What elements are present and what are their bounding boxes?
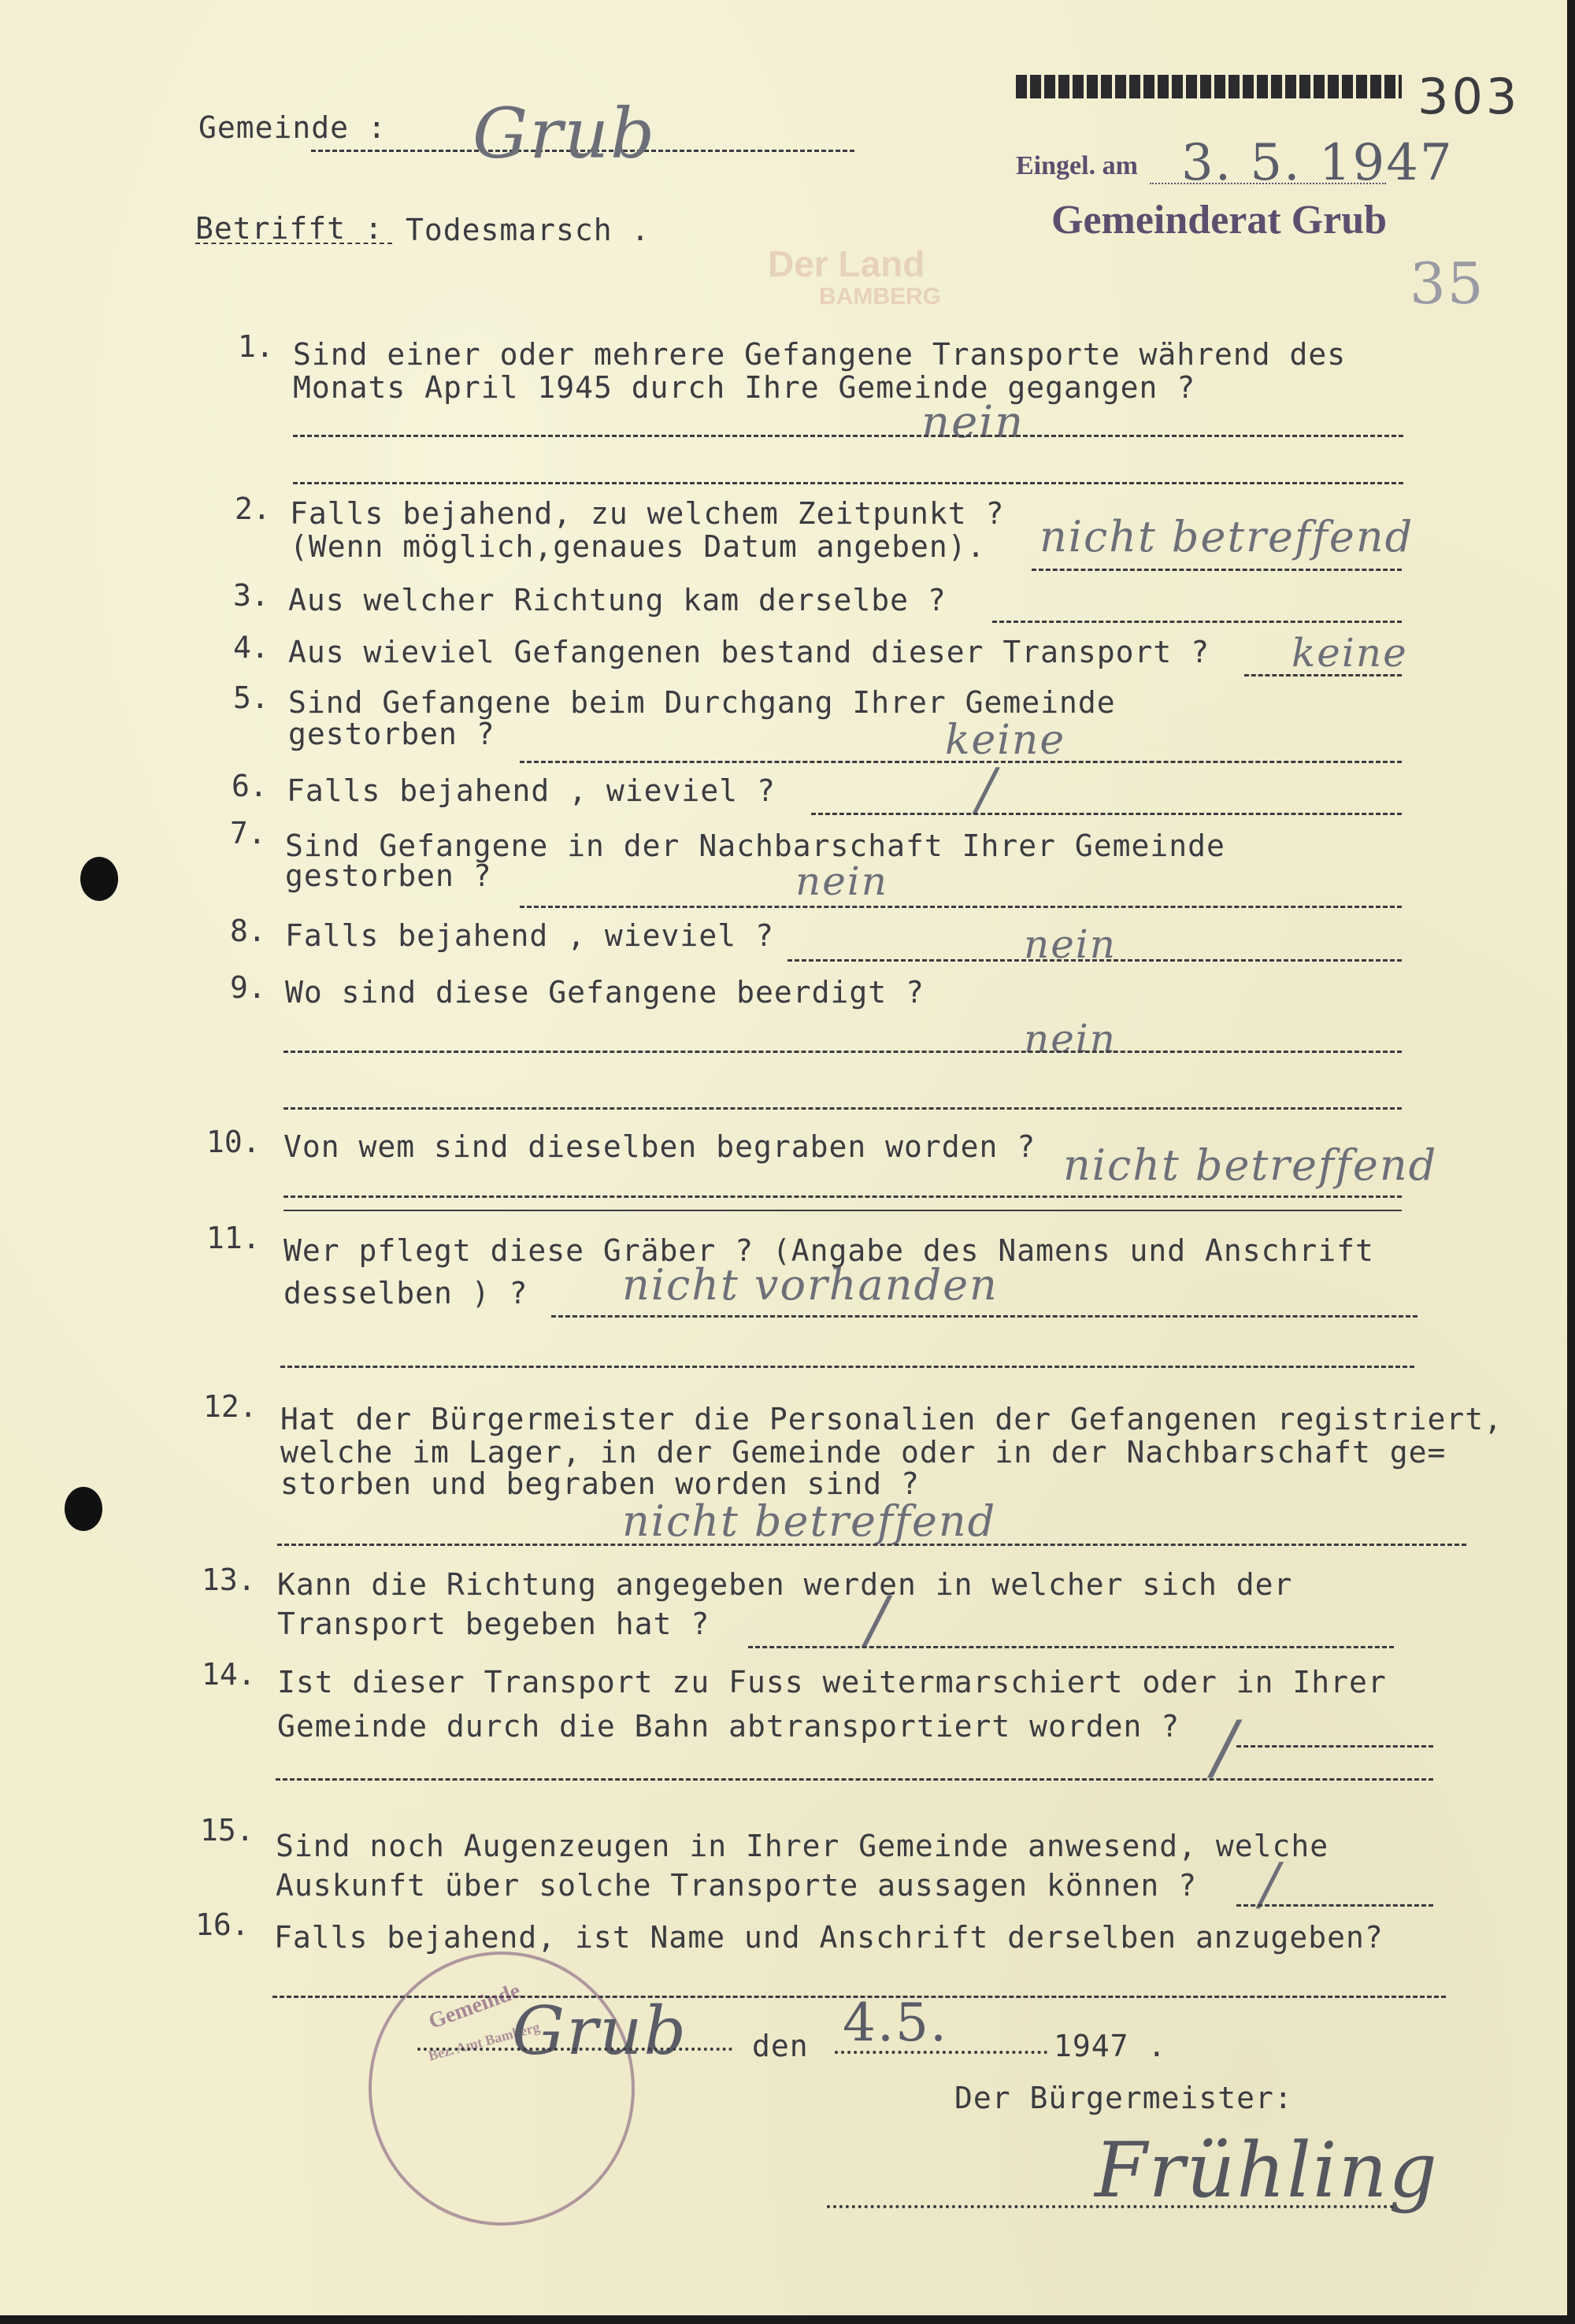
question-10-answer: nicht betreffend (1063, 1140, 1438, 1190)
punch-hole-bottom (65, 1487, 102, 1531)
question-10-line-1: Von wem sind dieselben begraben worden ? (284, 1129, 1036, 1164)
question-12-line-2: welche im Lager, in der Gemeinde oder in der Nachbarschaft ge= (280, 1435, 1447, 1470)
question-12-line-1: Hat der Bürgermeister die Personalien der Gefangenen registriert, (280, 1402, 1503, 1436)
question-15-line-1: Sind noch Augenzeugen in Ihrer Gemeinde anwesend, welche (276, 1829, 1329, 1863)
question-1-line-1: Sind einer oder mehrere Gefangene Transporte während des (293, 337, 1347, 372)
question-10-number: 10. (206, 1125, 261, 1159)
footer-place-handwritten: Grub (512, 1992, 688, 2070)
question-16-number: 16. (195, 1907, 250, 1942)
signature-dots (827, 2205, 1394, 2208)
question-8-number: 8. (230, 914, 266, 948)
stamp-date-handwritten: 3. 5. 1947 (1181, 134, 1454, 192)
question-7-answer: nein (795, 858, 888, 904)
question-4-line-1: Aus wieviel Gefangenen bestand dieser Transport ? (288, 635, 1210, 669)
question-6-answer: / (976, 756, 998, 822)
question-5-number: 5. (233, 680, 269, 715)
signature: Frühling (1095, 2126, 1439, 2215)
question-2-line (1032, 569, 1402, 571)
signer-title: Der Bürgermeister: (954, 2081, 1293, 2115)
question-11-answer: nicht vorhanden (622, 1260, 999, 1310)
footer-place-dots (417, 2048, 732, 2051)
gemeinde-handwritten: Grub (472, 93, 657, 174)
faint-stamp-line2: BAMBERG (819, 284, 941, 309)
question-4-number: 4. (233, 630, 269, 665)
question-9-line-1: Wo sind diese Gefangene beerdigt ? (285, 975, 925, 1010)
punch-hole-top (80, 857, 118, 901)
footer-date-handwritten: 4.5. (843, 1992, 948, 2053)
question-7-line-2: gestorben ? (285, 858, 492, 893)
question-1-line-2: Monats April 1945 durch Ihre Gemeinde gegangen ? (293, 370, 1196, 405)
question-8-line-1: Falls bejahend , wieviel ? (285, 918, 774, 953)
question-11-number: 11. (206, 1221, 261, 1255)
question-15-line-2: Auskunft über solche Transporte aussagen können ? (276, 1868, 1198, 1903)
question-15-line (1236, 1904, 1433, 1907)
question-12-answer: nicht betreffend (622, 1496, 997, 1546)
question-11-line-2: desselben ) ? (284, 1276, 528, 1310)
question-7-line-1: Sind Gefangene in der Nachbarschaft Ihrer Gemeinde (285, 828, 1225, 863)
question-8-line (788, 959, 1402, 962)
footer-den-label: den (752, 2029, 809, 2063)
question-5-answer: keine (945, 717, 1066, 764)
question-9-answer: nein (1024, 1016, 1117, 1062)
file-number: 35 (1410, 250, 1485, 317)
question-3-line-1: Aus welcher Richtung kam derselbe ? (288, 583, 947, 617)
question-14-answer: / (1213, 1706, 1239, 1788)
question-7-line (520, 906, 1402, 908)
question-2-line-1: Falls bejahend, zu welchem Zeitpunkt ? (290, 496, 1005, 531)
question-5-line (520, 761, 1402, 763)
question-14-number: 14. (202, 1657, 256, 1692)
question-15-number: 15. (200, 1813, 254, 1848)
question-8-answer: nein (1024, 921, 1117, 967)
footer-year: 1947 . (1054, 2029, 1167, 2063)
betrifft-value: Todesmarsch . (406, 213, 650, 247)
question-12-line-3: storben und begraben worden sind ? (280, 1466, 920, 1501)
question-12-line (277, 1544, 1466, 1546)
question-10-line-b (284, 1210, 1402, 1211)
faint-stamp-line1: Der Land (768, 243, 925, 284)
question-4-line (1244, 674, 1402, 676)
question-1-answer: nein (921, 397, 1025, 448)
stamp-received-label: Eingel. am (1016, 151, 1138, 180)
question-5-line-2: gestorben ? (288, 717, 495, 751)
question-16-line-1: Falls bejahend, ist Name und Anschrift derselben anzugeben? (274, 1920, 1384, 1955)
question-7-number: 7. (230, 816, 266, 851)
question-2-number: 2. (235, 491, 271, 526)
question-3-number: 3. (233, 578, 269, 613)
question-6-line (811, 813, 1402, 815)
question-13-number: 13. (202, 1562, 256, 1597)
question-4-answer: keine (1292, 630, 1408, 676)
stamp-org: Gemeinderat Grub (1051, 198, 1388, 243)
redaction-bar (1016, 75, 1402, 98)
question-2-answer: nicht betreffend (1040, 512, 1414, 562)
question-2-line-2: (Wenn möglich,genaues Datum angeben). (290, 529, 986, 564)
gemeinde-label: Gemeinde : (198, 110, 387, 145)
question-11-line-b (280, 1366, 1414, 1368)
betrifft-underline (195, 243, 392, 244)
question-14-line-a (1236, 1745, 1433, 1748)
question-6-line-1: Falls bejahend , wieviel ? (287, 773, 776, 808)
question-6-number: 6. (232, 769, 268, 803)
question-11-line-1: Wer pflegt diese Gräber ? (Angabe des Namens und Anschrift (284, 1233, 1374, 1268)
question-9-number: 9. (230, 970, 266, 1005)
question-15-answer: / (1260, 1851, 1281, 1917)
question-5-line-1: Sind Gefangene beim Durchgang Ihrer Gemeinde (288, 685, 1116, 720)
question-14-line-2: Gemeinde durch die Bahn abtransportiert worden ? (277, 1709, 1180, 1744)
question-9-line-b (284, 1107, 1402, 1110)
question-11-line-a (551, 1315, 1418, 1318)
footer-date-dots (835, 2051, 1047, 2054)
seal-text-sub: Bez. Amt Bamberg (426, 2018, 542, 2064)
question-14-line-1: Ist dieser Transport zu Fuss weitermarschiert oder in Ihrer (277, 1665, 1387, 1699)
question-1-line-b (293, 482, 1403, 484)
question-9-line-a (284, 1051, 1402, 1053)
question-1-number: 1. (238, 329, 274, 364)
question-3-line (992, 621, 1402, 623)
question-13-line-2: Transport begeben hat ? (277, 1607, 710, 1641)
question-1-line-a (293, 435, 1403, 437)
seal-text-top: Gemeinde (425, 1978, 524, 2034)
betrifft-label: Betrifft : (195, 211, 384, 246)
question-13-line-1: Kann die Richtung angegeben werden in welcher sich der (277, 1567, 1293, 1602)
question-14-line-b (276, 1778, 1433, 1781)
page-number: 303 (1418, 68, 1521, 125)
question-12-number: 12. (203, 1389, 258, 1424)
question-10-line-a (284, 1195, 1402, 1198)
question-13-line (748, 1646, 1394, 1648)
question-13-answer: / (866, 1583, 889, 1656)
